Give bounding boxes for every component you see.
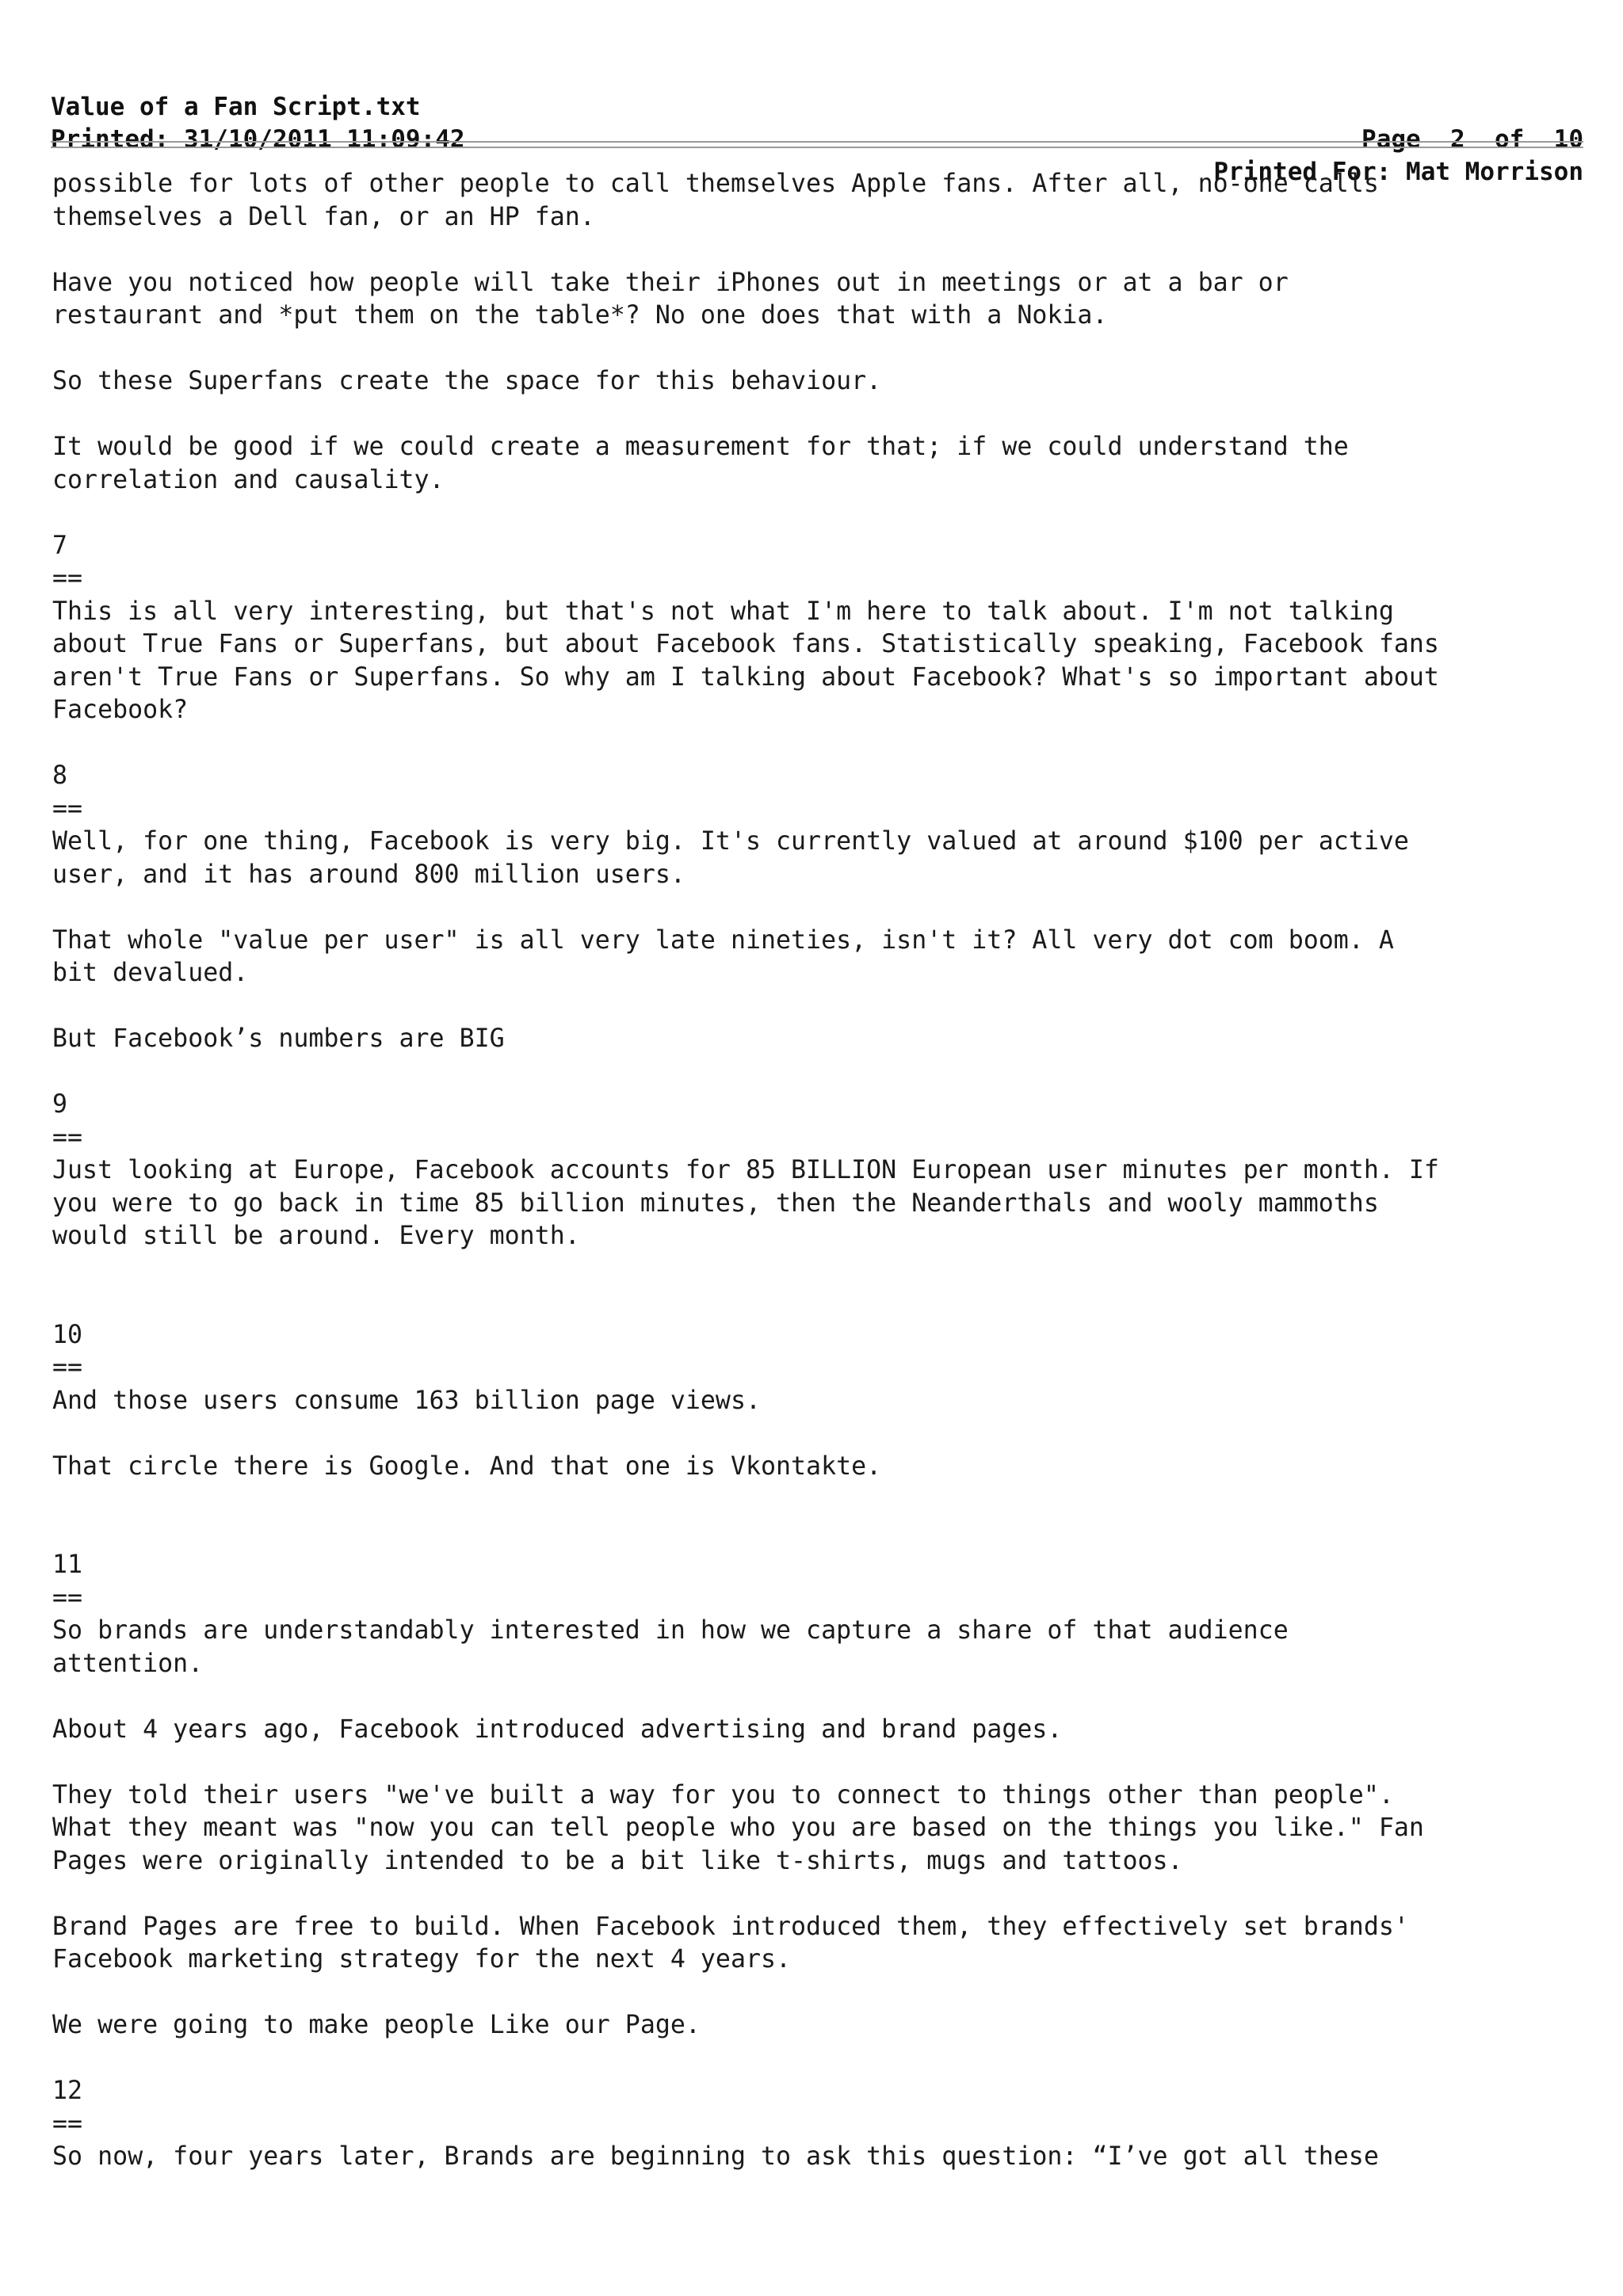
script-line (52, 2042, 1590, 2076)
script-line: == (52, 1583, 83, 1612)
script-line (52, 333, 1590, 366)
script-line: Have you noticed how people will take their iPhones out in meetings or at a bar or (52, 268, 1289, 297)
script-line: == (52, 564, 83, 593)
script-line: And those users consume 163 billion page views. (52, 1386, 761, 1415)
script-line: We were going to make people Like our Page. (52, 2011, 701, 2039)
script-line: But Facebook’s numbers are BIG (52, 1024, 505, 1053)
script-line (52, 1878, 1590, 1911)
script-line: It would be good if we could create a measurement for that; if we could understand the (52, 433, 1349, 461)
document-filename: Value of a Fan Script.txt (51, 93, 421, 121)
script-line: possible for lots of other people to call themselves Apple fans. After all, no-one calls (52, 170, 1379, 198)
script-line (52, 1253, 1590, 1287)
script-line (52, 891, 1590, 925)
header-divider (51, 141, 1583, 148)
script-line: Facebook marketing strategy for the next 4 years. (52, 1945, 792, 1974)
printed-timestamp: Printed: 31/10/2011 11:09:42 (51, 125, 465, 154)
script-line: == (52, 1123, 83, 1152)
script-line: you were to go back in time 85 billion minutes, then the Neanderthals and wooly mammoths (52, 1188, 1379, 1218)
script-line: 9 (52, 1090, 68, 1119)
script-line (52, 1977, 1590, 2010)
script-line: 7 (52, 531, 68, 560)
script-line (52, 1056, 1590, 1089)
script-line: So these Superfans create the space for this behaviour. (52, 367, 882, 395)
script-line: Facebook? (52, 696, 189, 724)
script-line (52, 1680, 1590, 1714)
script-line: == (52, 1353, 83, 1382)
script-line: So now, four years later, Brands are beginning to ask this question: “I’ve got all these (52, 2142, 1379, 2171)
script-line (52, 1417, 1590, 1451)
script-line (52, 1483, 1590, 1516)
script-line: themselves a Dell fan, or an HP fan. (52, 202, 595, 231)
script-line (52, 990, 1590, 1024)
script-line: attention. (52, 1649, 204, 1678)
script-line: This is all very interesting, but that's not what I'm here to talk about. I'm not talking (52, 597, 1394, 626)
script-line: 12 (52, 2077, 83, 2105)
printed-for: Printed For: Mat Morrison (1213, 158, 1583, 186)
page-number: Page 2 of 10 (1361, 125, 1583, 154)
script-line: 11 (52, 1550, 83, 1579)
script-line: about True Fans or Superfans, but about Facebook fans. Statistically speaking, Facebook fans (52, 630, 1439, 658)
script-line: They told their users "we've built a way for you to connect to things other than people". (52, 1780, 1394, 1810)
script-line: == (52, 2109, 83, 2138)
script-line (52, 497, 1590, 530)
script-line (52, 399, 1590, 432)
script-line: So brands are understandably interested in how we capture a share of that audience (52, 1616, 1289, 1645)
script-line: correlation and causality. (52, 465, 445, 494)
script-line: Brand Pages are free to build. When Facebook introduced them, they effectively set brands' (52, 1912, 1409, 1941)
script-line: 10 (52, 1320, 83, 1349)
script-line (52, 727, 1590, 761)
script-line: What they meant was "now you can tell people who you are based on the things you like." Fan (52, 1814, 1424, 1842)
script-line: Just looking at Europe, Facebook accounts for 85 BILLION European user minutes per month. If (52, 1156, 1439, 1184)
script-body (52, 168, 1590, 2174)
script-line: restaurant and *put them on the table*? No one does that with a Nokia. (52, 301, 1108, 330)
script-line: bit devalued. (52, 959, 249, 987)
script-line: Pages were originally intended to be a bit like t-shirts, mugs and tattoos. (52, 1846, 1183, 1875)
script-line: user, and it has around 800 million users. (52, 860, 685, 889)
script-line (52, 1746, 1590, 1779)
script-line (52, 1286, 1590, 1319)
script-line: would still be around. Every month. (52, 1222, 580, 1250)
script-line: == (52, 794, 83, 823)
script-line: That circle there is Google. And that one is Vkontakte. (52, 1451, 882, 1481)
script-line: About 4 years ago, Facebook introduced advertising and brand pages. (52, 1714, 1063, 1744)
script-line: aren't True Fans or Superfans. So why am I talking about Facebook? What's so important about (52, 662, 1439, 692)
script-line: 8 (52, 761, 68, 790)
script-line: Well, for one thing, Facebook is very big. It's currently valued at around $100 per active (52, 827, 1409, 856)
script-line: That whole "value per user" is all very late nineties, isn't it? All very dot com boom. A (52, 925, 1394, 955)
script-line (52, 1516, 1590, 1550)
script-line (52, 234, 1590, 267)
